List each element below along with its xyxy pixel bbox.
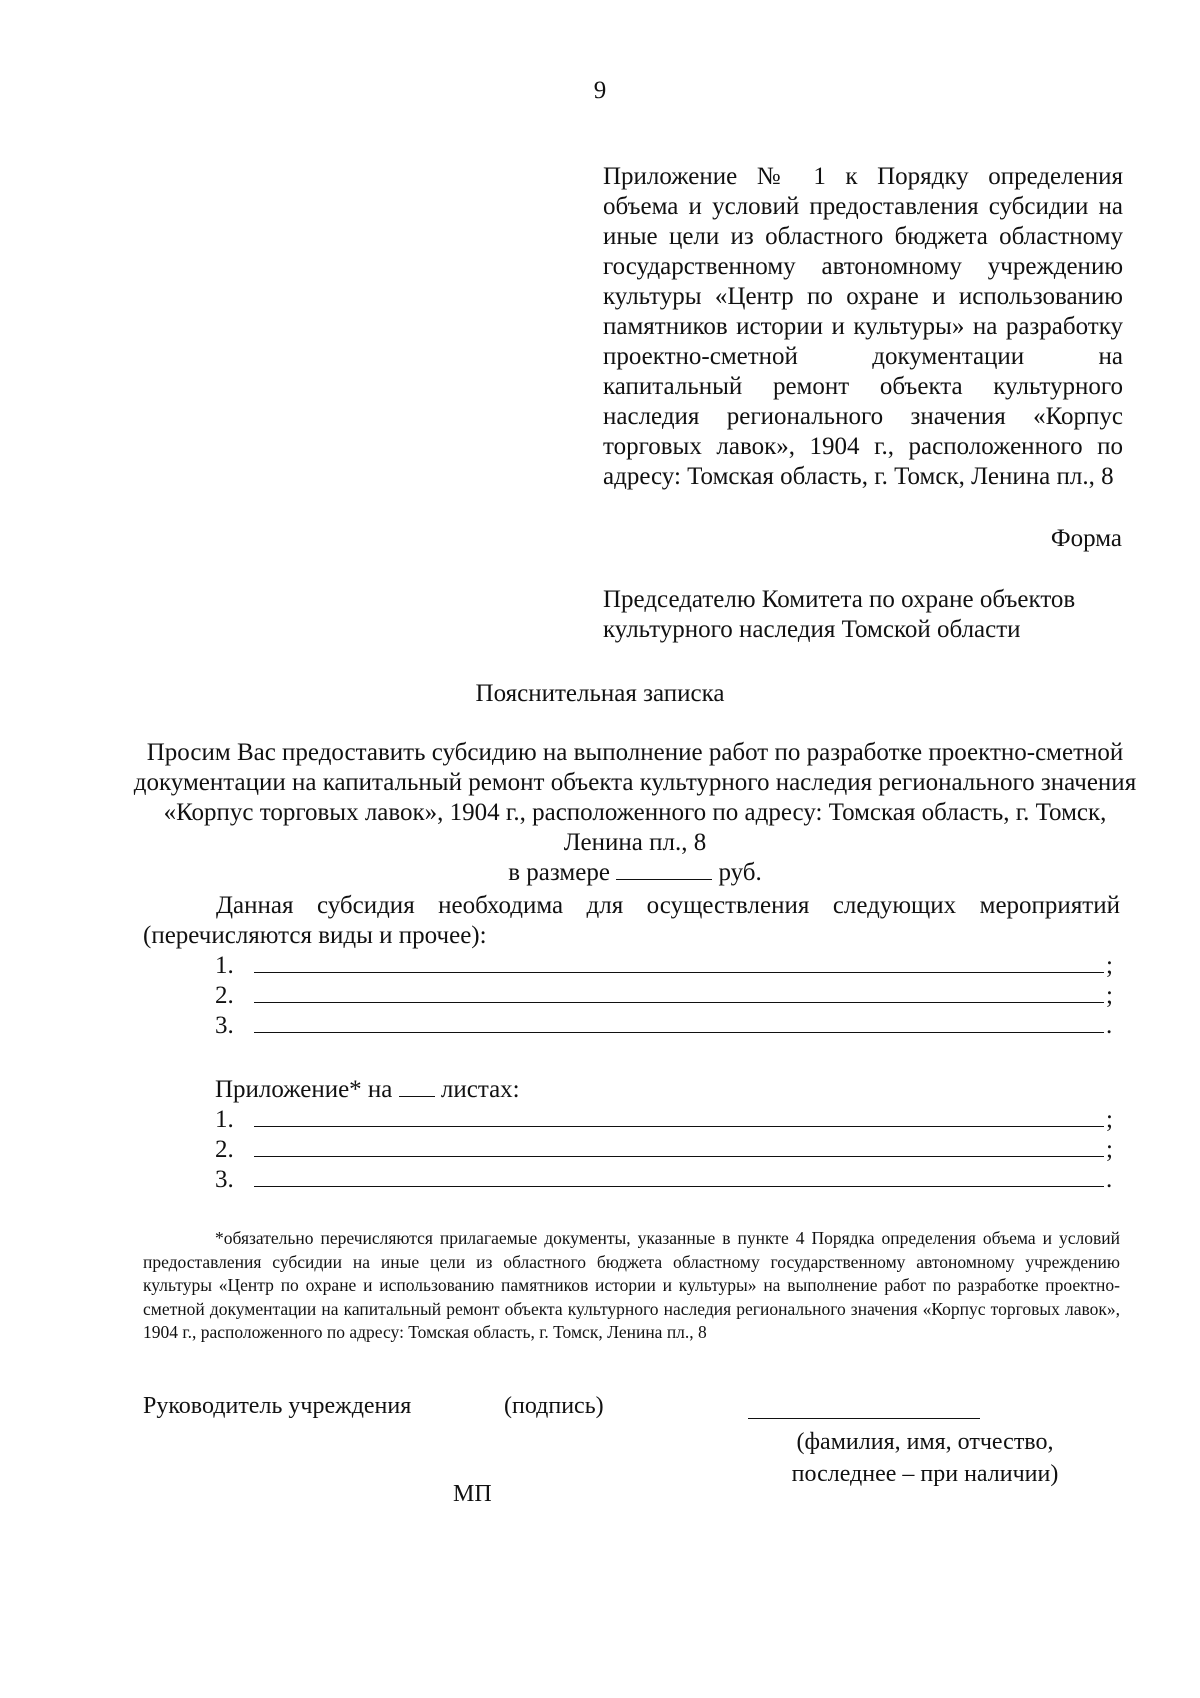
list-item	[215, 1104, 1120, 1134]
sheets-count-blank	[399, 1076, 435, 1097]
attachment-suffix: листах:	[440, 1076, 520, 1103]
list-item-number: 1.	[215, 1106, 234, 1133]
blank-line	[254, 1010, 1104, 1033]
document-title: Пояснительная записка	[475, 680, 725, 707]
list-item	[215, 950, 1120, 980]
purpose-paragraph: Данная субсидия необходима для осуществления следующих мероприятий (перечисляются виды и прочее):	[143, 892, 1120, 949]
list-item-end: ;	[1106, 982, 1113, 1009]
blank-line	[254, 1104, 1104, 1127]
blank-line	[254, 950, 1104, 973]
amount-prefix: в размере	[508, 859, 610, 886]
list-item-number: 2.	[215, 982, 234, 1009]
full-name-caption-line: (фамилия, имя, отчество,	[796, 1429, 1054, 1455]
list-item	[215, 1134, 1120, 1164]
request-paragraph	[130, 738, 1140, 888]
full-name-caption-line: последнее – при наличии)	[791, 1461, 1059, 1487]
signature-name-line	[748, 1418, 980, 1419]
list-item-end: ;	[1106, 1106, 1113, 1133]
full-name-caption	[760, 1426, 1090, 1490]
appendix-header: Приложение № 1 к Порядку определения объема и условий предоставления субсидии на иные цели из областного бюджета областному государственному автономному учреждению культуры «Центр по охране и использованию памятников истории и культуры» на разработку проектно-сметной документации на капитальный ремонт объекта культурного наследия регионального значения «Корпус торговых лавок», 1904 г., расположенного по адресу: Томская область, г. Томск, Ленина пл., 8	[603, 163, 1123, 490]
signatory-role: Руководитель учреждения	[143, 1393, 412, 1419]
blank-line	[254, 1134, 1104, 1157]
list-item	[215, 1164, 1120, 1194]
page-number: 9	[593, 77, 607, 104]
request-text: Просим Вас предоставить субсидию на выполнение работ по разработке проектно-сметной документации на капитальный ремонт объекта культурного наследия регионального значения «Корпус торговых лавок», 1904 г., расположенного по адресу: Томская область, г. Томск, Ленина пл., 8	[133, 739, 1137, 856]
list-item-number: 1.	[215, 952, 234, 979]
measures-list	[215, 950, 1120, 1040]
addressee: Председателю Комитета по охране объектов культурного наследия Томской области	[603, 586, 1076, 643]
blank-line	[254, 980, 1104, 1003]
attachment-prefix: Приложение* на	[215, 1076, 393, 1103]
blank-line	[254, 1164, 1104, 1187]
list-item-number: 3.	[215, 1012, 234, 1039]
signature-label: (подпись)	[504, 1393, 604, 1419]
list-item-end: .	[1106, 1166, 1113, 1193]
list-item-end: .	[1106, 1012, 1113, 1039]
stamp-place: МП	[453, 1481, 492, 1507]
attachments-list	[215, 1104, 1120, 1194]
list-item-end: ;	[1106, 1136, 1113, 1163]
list-item-number: 3.	[215, 1166, 234, 1193]
form-label: Форма	[1050, 525, 1122, 552]
amount-blank	[616, 859, 712, 880]
subsidy-amount-line	[130, 858, 1140, 888]
list-item	[215, 1010, 1120, 1040]
list-item	[215, 980, 1120, 1010]
amount-suffix: руб.	[718, 859, 762, 886]
attachment-heading	[215, 1075, 520, 1105]
list-item-number: 2.	[215, 1136, 234, 1163]
list-item-end: ;	[1106, 952, 1113, 979]
footnote: *обязательно перечисляются прилагаемые документы, указанные в пункте 4 Порядка определения объема и условий предоставления субсидии на иные цели из областного бюджета областному государственному автономному учреждению культуры «Центр по охране и использованию памятников истории и культуры» на выполнение работ по разработке проектно-сметной документации на капитальный ремонт объекта культурного наследия регионального значения «Корпус торговых лавок», 1904 г., расположенного по адресу: Томская область, г. Томск, Ленина пл., 8	[143, 1228, 1120, 1342]
